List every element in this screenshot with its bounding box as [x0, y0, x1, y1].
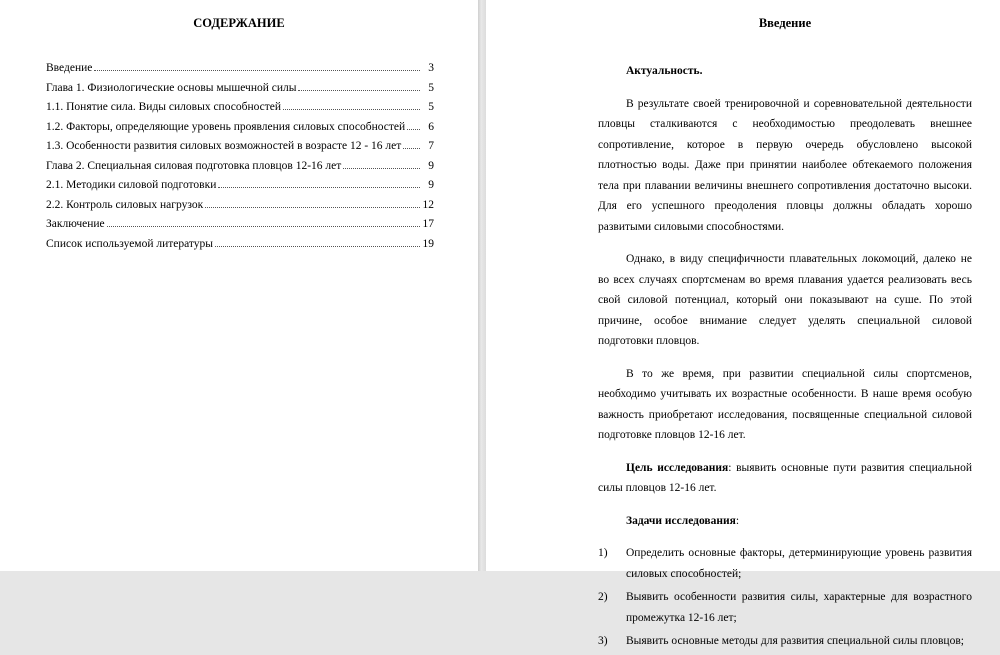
toc-entry-label: Введение: [46, 62, 93, 74]
intro-paragraph: В то же время, при развитии специальной силы спортсменов, необходимо учитывать их возрастные особенности. В наше время особую важность приобретают исследования, посвященные специальной силовой подготовке пловцов 12-16 лет.: [598, 367, 972, 441]
task-text: Определить основные факторы, детерминирующие уровень развития силовых способностей;: [626, 547, 972, 580]
toc-entry[interactable]: [46, 217, 434, 237]
toc-entry-label: Глава 2. Специальная силовая подготовка пловцов 12-16 лет: [46, 159, 342, 172]
toc-entry-page: 12: [422, 198, 434, 211]
task-number: 2): [598, 591, 608, 603]
toc-entry[interactable]: [46, 237, 434, 257]
toc-leader-dots: [205, 198, 420, 208]
task-item: [598, 631, 972, 652]
task-item: [598, 587, 972, 628]
toc-leader-dots: [343, 159, 420, 169]
toc-entry-page: 7: [428, 140, 434, 152]
toc-entry[interactable]: [46, 159, 434, 179]
toc-entry-page: 5: [428, 101, 434, 113]
toc-leader-dots: [283, 100, 420, 110]
toc-entry-page: 9: [428, 179, 434, 191]
toc-entry[interactable]: [46, 81, 434, 101]
toc-entry-label: Глава 1. Физиологические основы мышечной силы: [46, 81, 297, 94]
toc-entry-label: Заключение: [46, 218, 105, 230]
toc-entry-page: 19: [422, 237, 434, 250]
toc-entry-label: 1.1. Понятие сила. Виды силовых способностей: [46, 101, 282, 113]
toc-leader-dots: [218, 178, 420, 188]
toc-entry[interactable]: [46, 61, 434, 81]
toc-leader-dots: [407, 120, 420, 130]
toc-entry-label: Список используемой литературы: [46, 237, 214, 250]
toc-leader-dots: [403, 139, 420, 149]
toc-entry[interactable]: [46, 198, 434, 218]
goal-text: : выявить основные пути развития специальной силы пловцов 12-16 лет.: [598, 461, 972, 494]
toc-leader-dots: [94, 61, 420, 71]
toc-entry-page: 17: [422, 218, 434, 230]
task-number: 1): [598, 547, 608, 559]
tasks-list: [598, 543, 972, 652]
task-text: Выявить основные методы для развития специальной силы пловцов;: [626, 635, 964, 647]
toc-entry[interactable]: [46, 139, 434, 159]
toc-entry-label: 2.1. Методики силовой подготовки: [46, 179, 217, 191]
intro-content: [598, 16, 972, 655]
goal-label: Цель исследования: [626, 461, 729, 474]
toc-leader-dots: [298, 81, 420, 91]
toc-entry-label: 2.2. Контроль силовых нагрузок: [46, 198, 204, 211]
tasks-heading: [598, 511, 972, 532]
intro-paragraph: В результате своей тренировочной и соревновательной деятельности пловцы сталкиваются с необходимостью преодолевать внешнее сопротивление, которое в первую очередь обусловлено высокой плотностью воды. Даже при принятии наиболее обтекаемого положения тела при плавании величины внешнего сопротивления достаточно высоки. Для его успешного преодоления пловцы должны обладать хорошо развитыми силовыми способностями.: [598, 97, 972, 233]
toc-entry-page: 3: [428, 62, 434, 74]
task-item: [598, 543, 972, 584]
toc-list: [46, 61, 434, 256]
toc-entry[interactable]: [46, 178, 434, 198]
relevance-heading: Актуальность.: [626, 65, 703, 77]
toc-entry-page: 6: [428, 120, 434, 133]
task-number: 3): [598, 635, 608, 647]
toc-entry-page: 9: [428, 159, 434, 172]
toc-entry-label: 1.2. Факторы, определяющие уровень проявления силовых способностей: [46, 120, 406, 133]
intro-page: [486, 0, 1000, 647]
intro-title: Введение: [758, 16, 812, 30]
goal-paragraph: [598, 458, 972, 499]
toc-entry[interactable]: [46, 120, 434, 140]
tasks-label: Задачи исследования: [626, 514, 736, 527]
toc-entry-page: 5: [428, 81, 434, 94]
toc-leader-dots: [215, 237, 420, 247]
toc-leader-dots: [107, 217, 420, 227]
toc-entry[interactable]: [46, 100, 434, 120]
page-gutter: [478, 0, 486, 571]
intro-paragraph: Однако, в виду специфичности плавательных локомоций, далеко не во всех случаях спортсменам во время плавания удается реализовать весь свой силовой потенциал, который они показывают на суше. По этой причине, особое внимание следует уделять специальной силовой подготовки пловцов.: [598, 253, 972, 347]
toc-entry-label: 1.3. Особенности развития силовых возможностей в возрасте 12 - 16 лет: [46, 140, 402, 152]
tasks-colon: :: [735, 514, 740, 527]
toc-title: СОДЕРЖАНИЕ: [193, 16, 285, 30]
task-text: Выявить особенности развития силы, характерные для возрастного промежутка 12-16 лет;: [626, 591, 972, 624]
toc-page: [0, 0, 478, 571]
